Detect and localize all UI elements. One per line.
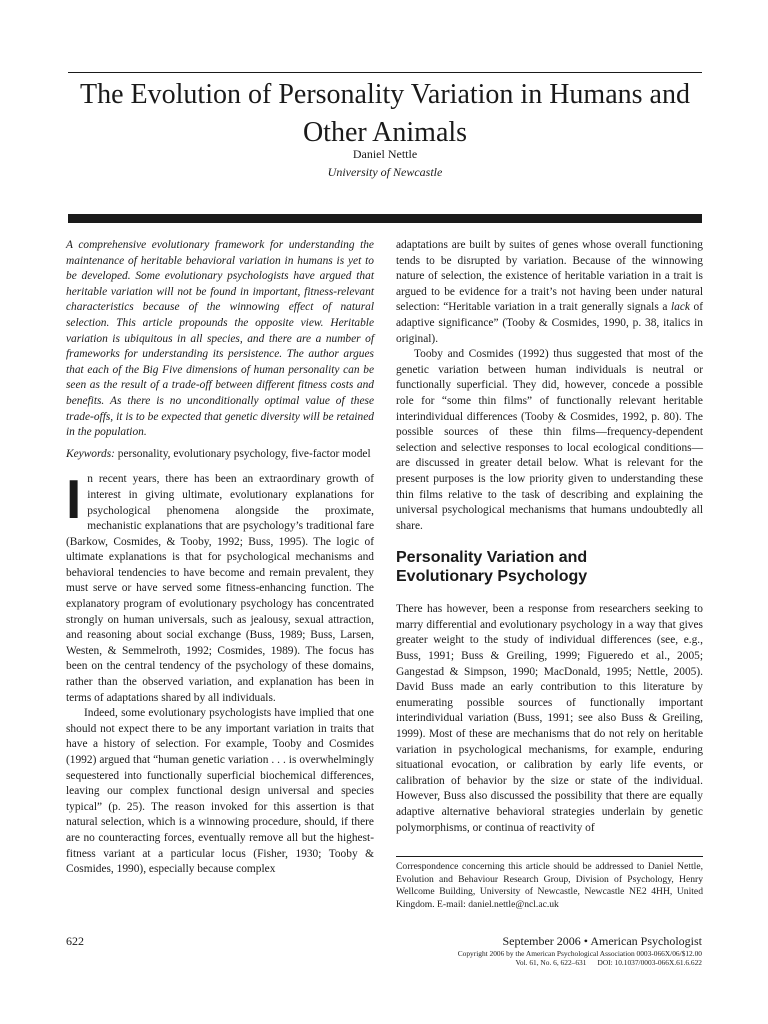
body-paragraph-4: Tooby and Cosmides (1992) thus suggested that most of the genetic variation between human individuals is neutral or functionally superficial. They did, however, concede a possible role for “some thin films” of functionally relevant heritable interindividual differences (Tooby & Cosmides, 1992, p. 80). The possible sources of these thin films—frequency-dependent selection and selective responses to local ecological conditions—are discussed in greater detail below. What is relevant for the present purposes is the low priority given to understanding these thin films relative to the task of describing and explaining the universal psychological mechanisms that humans undoubtedly all share. <box>396 348 703 532</box>
top-rule <box>68 72 702 73</box>
body-paragraph-3-text-b: of adaptive significance” (Tooby & Cosmides, 1990, p. 38, italics in original). <box>396 301 703 345</box>
author-name: Daniel Nettle <box>352 147 418 161</box>
left-column <box>66 238 374 878</box>
section-heading-line-2: Evolutionary Psychology <box>396 568 588 586</box>
keywords-text: personality, evolutionary psychology, five-factor model <box>114 447 371 460</box>
keywords <box>66 447 374 463</box>
drop-cap: I <box>66 468 82 531</box>
right-column <box>396 238 703 836</box>
body-paragraph-1 <box>66 468 374 706</box>
body-paragraph-3 <box>396 238 703 347</box>
journal-footer: September 2006 • American Psychologist <box>502 934 702 948</box>
copyright-line: Copyright 2006 by the American Psychological Association 0003-066X/06/$12.00 <box>457 949 702 958</box>
body-paragraph-2: Indeed, some evolutionary psychologists have implied that one should not expect there to be any important variation in traits that have a history of selection. For example, Tooby and Cosmides (1992) argued that “human genetic variation . . . is overwhelmingly sequestered into functionally superficial biochemical differences, leaving our complex functional design universal and species typical” (p. 25). The reason invoked for this assertion is that natural selection, which is a winnowing procedure, should, if there are no counteracting forces, eventually remove all but the highest-fitness variant at a particular locus (Fisher, 1930; Tooby & Cosmides, 1990), especially because complex <box>66 707 374 876</box>
section-heading-line-1: Personality Variation and <box>396 549 588 567</box>
volume-doi-line: Vol. 61, No. 6, 622–631 DOI: 10.1037/0003-066X.61.6.622 <box>515 958 702 967</box>
copyright-block <box>458 949 702 967</box>
correspondence-footnote: Correspondence concerning this article should be addressed to Daniel Nettle, Evolution and Behaviour Research Group, Division of Psychology, Henry Wellcome Building, University of Newcastle, Newcastle NE2 4HH, United Kingdom. E-mail: daniel.nettle@ncl.ac.uk <box>396 856 703 911</box>
body-paragraph-3-emphasis: lack <box>670 301 690 314</box>
body-paragraph-1-text: n recent years, there has been an extraordinary growth of interest in giving ultimate, evolutionary explanations for psychological phenomena alongside the proximate, mechanistic explanations that are psychology’s traditional fare (Barkow, Cosmides, & Tooby, 1992; Buss, 1995). The logic of ultimate explanations is that for psychological mechanisms and behavioral tendencies to have become and remain prevalent, they must serve or have served some fitness-enhancing function. The explanatory program of evolutionary psychology has concentrated strongly on human universals, such as jealousy, sexual attraction, and reasoning about social exchange (Buss, 1989; Buss, Larsen, Westen, & Semmelroth, 1992; Cosmides, 1989). The focus has been on the central tendency of the psychology of these domains, rather than the observed variation, and explanation has been in terms of adaptations shared by all individuals. <box>66 473 374 704</box>
section-heading <box>396 548 703 586</box>
abstract: A comprehensive evolutionary framework for understanding the maintenance of heritable behavioral variation in humans is yet to be developed. Some evolutionary psychologists have argued that heritable variation will not be found in important, fitness-relevant characteristics because of the winnowing effect of natural selection. This article propounds the opposite view. Heritable variation is ubiquitous in all species, and there are a number of frameworks for understanding its persistence. The author argues that each of the Big Five dimensions of human personality can be seen as the result of a trade-off between different fitness costs and benefits. As there is no unconditionally optimal value of these trade-offs, it is to be expected that genetic diversity will be retained in the population. <box>66 239 374 439</box>
author-affiliation: University of Newcastle <box>327 165 443 179</box>
keywords-label: Keywords: <box>66 447 115 460</box>
body-paragraph-5: There has however, been a response from researchers seeking to marry differential and evolutionary psychology in a way that gives greater weight to the study of individual differences (see, e.g., Buss, 1991; Buss & Greiling, 1999; Figueredo et al., 2005; Gangestad & Simpson, 1990; MacDonald, 1995; Nettle, 2005). David Buss made an early contribution to this literature by enumerating possible sources of functionally important interindividual variation (Buss, 1991; see also Buss & Greiling, 1999). Most of these are mechanisms that do not rely on heritable variation in psychological mechanisms, for example, enduring situational evocation, or calibration by early life events, or calibration of behavior by the size or state of the individual. However, Buss also discussed the possibility that there are equally adaptive alternative behavioral strategies underlain by genetic polymorphisms, or continua of reactivity of <box>396 603 703 834</box>
page-number: 622 <box>66 934 84 948</box>
article-title: The Evolution of Personality Variation in Humans and Other Animals <box>80 79 690 148</box>
body-paragraph-3-text-a: adaptations are built by suites of genes whose overall functioning tends to be disrupted by variation. Because of the winnowing nature of selection, the existence of heritable variation in a trait is argued to be evidence for a trait’s not having been under natural selection: “Heritable variation in a trait generally signals a <box>396 239 703 314</box>
heavy-rule <box>68 214 702 223</box>
